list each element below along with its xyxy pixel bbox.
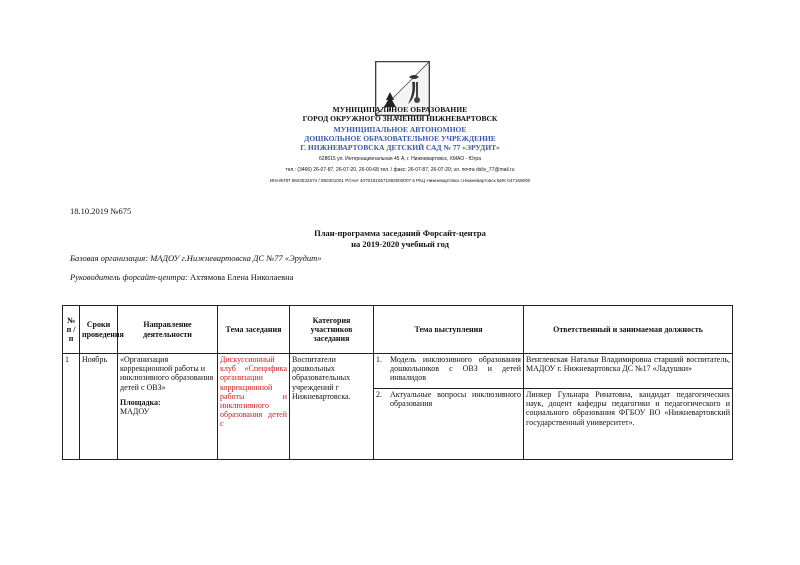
- row-direction: [118, 354, 218, 460]
- row-venue-label: Площадка:: [120, 397, 161, 407]
- row-num: 1: [63, 354, 80, 460]
- header-contacts: тел.: (3466) 26-07-87, 26-07-20, 26-00-68 тел. / факс: 26-07-87, 26-07-20; эл. почта dsliv_77@mail.ru: [285, 167, 515, 173]
- header-city: ГОРОД ОКРУЖНОГО ЗНАЧЕНИЯ НИЖНЕВАРТОВСК: [302, 114, 498, 123]
- col-header-num: № п / п: [63, 306, 80, 354]
- row-topic: Дискуссионный клуб «Специфика организации коррекционной работы и инклюзивного образования детей с: [218, 354, 290, 460]
- document-title: План-программа заседаний Форсайт-центра: [314, 228, 486, 238]
- header-institution-kind: ДОШКОЛЬНОЕ ОБРАЗОВАТЕЛЬНОЕ УЧРЕЖДЕНИЕ: [304, 134, 496, 143]
- speech-item-number: 2.: [376, 390, 382, 399]
- center-head-value: Ахтямова Елена Николаевна: [190, 272, 294, 282]
- row-venue: [120, 398, 215, 416]
- document-date-number: 18.10.2019 №675: [70, 206, 132, 216]
- header-address: 628615 ул. Интернациональная 45 А, г. Нижневартовск, ХМАО - Югра: [319, 156, 481, 162]
- header-institution-type: МУНИЦИПАЛЬНОЕ АВТОНОМНОЕ: [333, 125, 467, 134]
- speech-item-text: Модель инклюзивного образования дошкольников с ОВЗ и детей инвалидов: [390, 355, 521, 383]
- col-header-topic: Тема заседания: [218, 306, 290, 354]
- plan-table: [62, 305, 733, 460]
- base-organization-value: МАДОУ г.Нижневартовска ДС №77 «Эрудит»: [150, 253, 322, 263]
- row-term: Ноябрь: [80, 354, 118, 460]
- row-category: Воспитатели дошкольных образовательных учреждений г Нижневартовска.: [290, 354, 374, 460]
- base-organization-label: Базовая организация:: [70, 253, 149, 263]
- responsible-person: Линкер Гульнара Ринатовна, кандидат педагогических наук, доцент кафедры педагогики и педагогического и социального образования ФГБОУ ВО «Нижневартовский государственный университет».: [524, 389, 733, 460]
- header-requisites: ИНН/КПП 8603032574 / 860301001 Р/счет 40701810571693000007 в РКЦ Нижневартовск г.Нижневартовск БИК 047169000: [269, 178, 531, 183]
- base-organization: [70, 253, 321, 263]
- document-subtitle: на 2019-2020 учебный год: [351, 239, 449, 249]
- header-institution-name: Г. НИЖНЕВАРТОВСКА ДЕТСКИЙ САД № 77 «ЭРУДИТ»: [300, 143, 500, 152]
- row-venue-value: МАДОУ: [120, 406, 150, 416]
- table-row: [63, 354, 733, 389]
- header-municipality: МУНИЦИПАЛЬНОЕ ОБРАЗОВАНИЕ: [332, 105, 468, 114]
- center-head-label: Руководитель форсайт-центра:: [70, 272, 188, 282]
- center-head: [70, 272, 293, 282]
- row-direction-text: «Организация коррекционной работы и инклюзивного образования детей с ОВЗ»: [120, 355, 214, 392]
- col-header-speech: Тема выступления: [374, 306, 524, 354]
- col-header-term: Сроки проведения: [80, 306, 118, 354]
- speech-item-text: Актуальные вопросы инклюзивного образования: [390, 390, 521, 409]
- speech-item: [374, 389, 524, 460]
- col-header-category: Категория участников заседания: [290, 306, 374, 354]
- speech-item: [374, 354, 524, 389]
- speech-item-number: 1.: [376, 355, 382, 364]
- col-header-responsible: Ответственный и занимаемая должность: [524, 306, 733, 354]
- responsible-person: Венглевская Наталья Владимировна старший воспитатель, МАДОУ г. Нижневартовска ДС №17 «Ладушки»: [524, 354, 733, 389]
- col-header-direction: Направление деятельности: [118, 306, 218, 354]
- table-header-row: [63, 306, 733, 354]
